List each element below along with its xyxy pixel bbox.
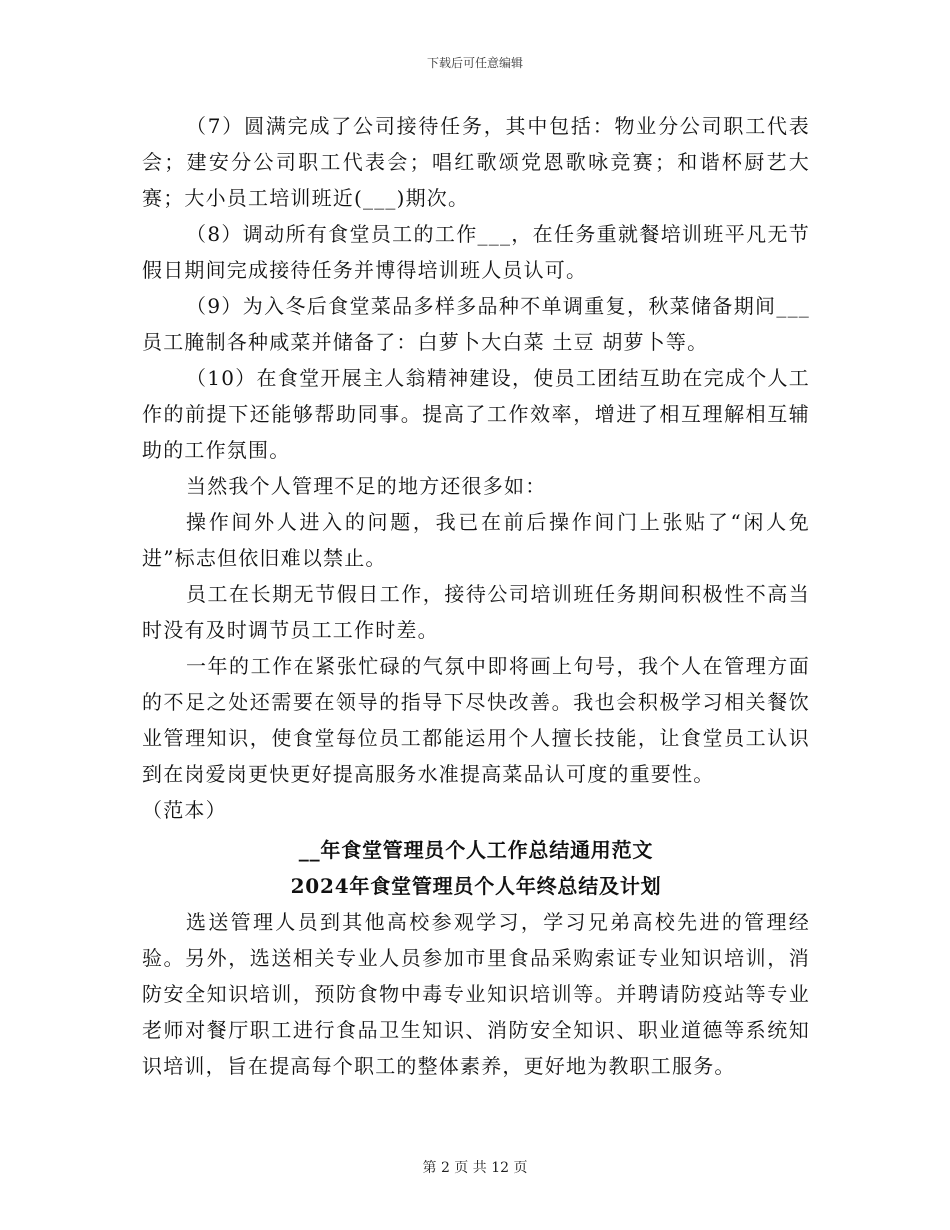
section-subtitle: 2024年食堂管理员个人年终总结及计划 <box>290 874 662 898</box>
paragraph-training: 选送管理人员到其他高校参观学习，学习兄弟高校先进的管理经验。另外，选送相关专业人员参加市里食品采购索证专业知识培训，消防安全知识培训，预防食物中毒专业知识培训等。并聘请防疫站等专业老师对餐厅职工进行食品卫生知识、消防安全知识、职业道德等系统知识培训，旨在提高每个职工的整体素养，更好地为教职工服务。 <box>142 910 810 1078</box>
paragraph-shortcoming-2: 员工在长期无节假日工作，接待公司培训班任务期间积极性不高当时没有及时调节员工工作时差。 <box>142 582 810 642</box>
paragraph-shortcomings-intro: 当然我个人管理不足的地方还很多如： <box>186 474 547 498</box>
paragraph-conclusion: 一年的工作在紧张忙碌的气氛中即将画上句号，我个人在管理方面的不足之处还需要在领导的指导下尽快改善。我也会积极学习相关餐饮业管理知识，使食堂每位员工都能运用个人擅长技能，让食堂员工认识到在岗爱岗更快更好提高服务水准提高菜品认可度的重要性。 <box>142 654 810 786</box>
paragraph-item-10: （10）在食堂开展主人翁精神建设，使员工团结互助在完成个人工作的前提下还能够帮助同事。提高了工作效率，增进了相互理解相互辅助的工作氛围。 <box>142 366 810 462</box>
paragraph-item-7: （7）圆满完成了公司接待任务，其中包括：物业分公司职工代表会；建安分公司职工代表会；唱红歌颂党恩歌咏竞赛；和谐杯厨艺大赛；大小员工培训班近(___)期次。 <box>142 114 810 210</box>
page-footer: 第 2 页 共 12 页 <box>422 1160 528 1176</box>
section-title: __年食堂管理员个人工作总结通用范文 <box>298 838 654 862</box>
paragraph-item-8: （8）调动所有食堂员工的工作___，在任务重就餐培训班平凡无节假日期间完成接待任务并博得培训班人员认可。 <box>142 222 810 282</box>
sample-mark: （范本） <box>142 798 227 822</box>
document-body <box>142 108 810 1084</box>
paragraph-shortcoming-1: 操作间外人进入的问题，我已在前后操作间门上张贴了“闲人免进”标志但依旧难以禁止。 <box>142 510 810 570</box>
page-header: 下载后可任意编辑 <box>426 56 523 70</box>
paragraph-item-9: （9）为入冬后食堂菜品多样多品种不单调重复，秋菜储备期间___员工腌制各种咸菜并储备了：白萝卜大白菜 土豆 胡萝卜等。 <box>142 294 810 354</box>
